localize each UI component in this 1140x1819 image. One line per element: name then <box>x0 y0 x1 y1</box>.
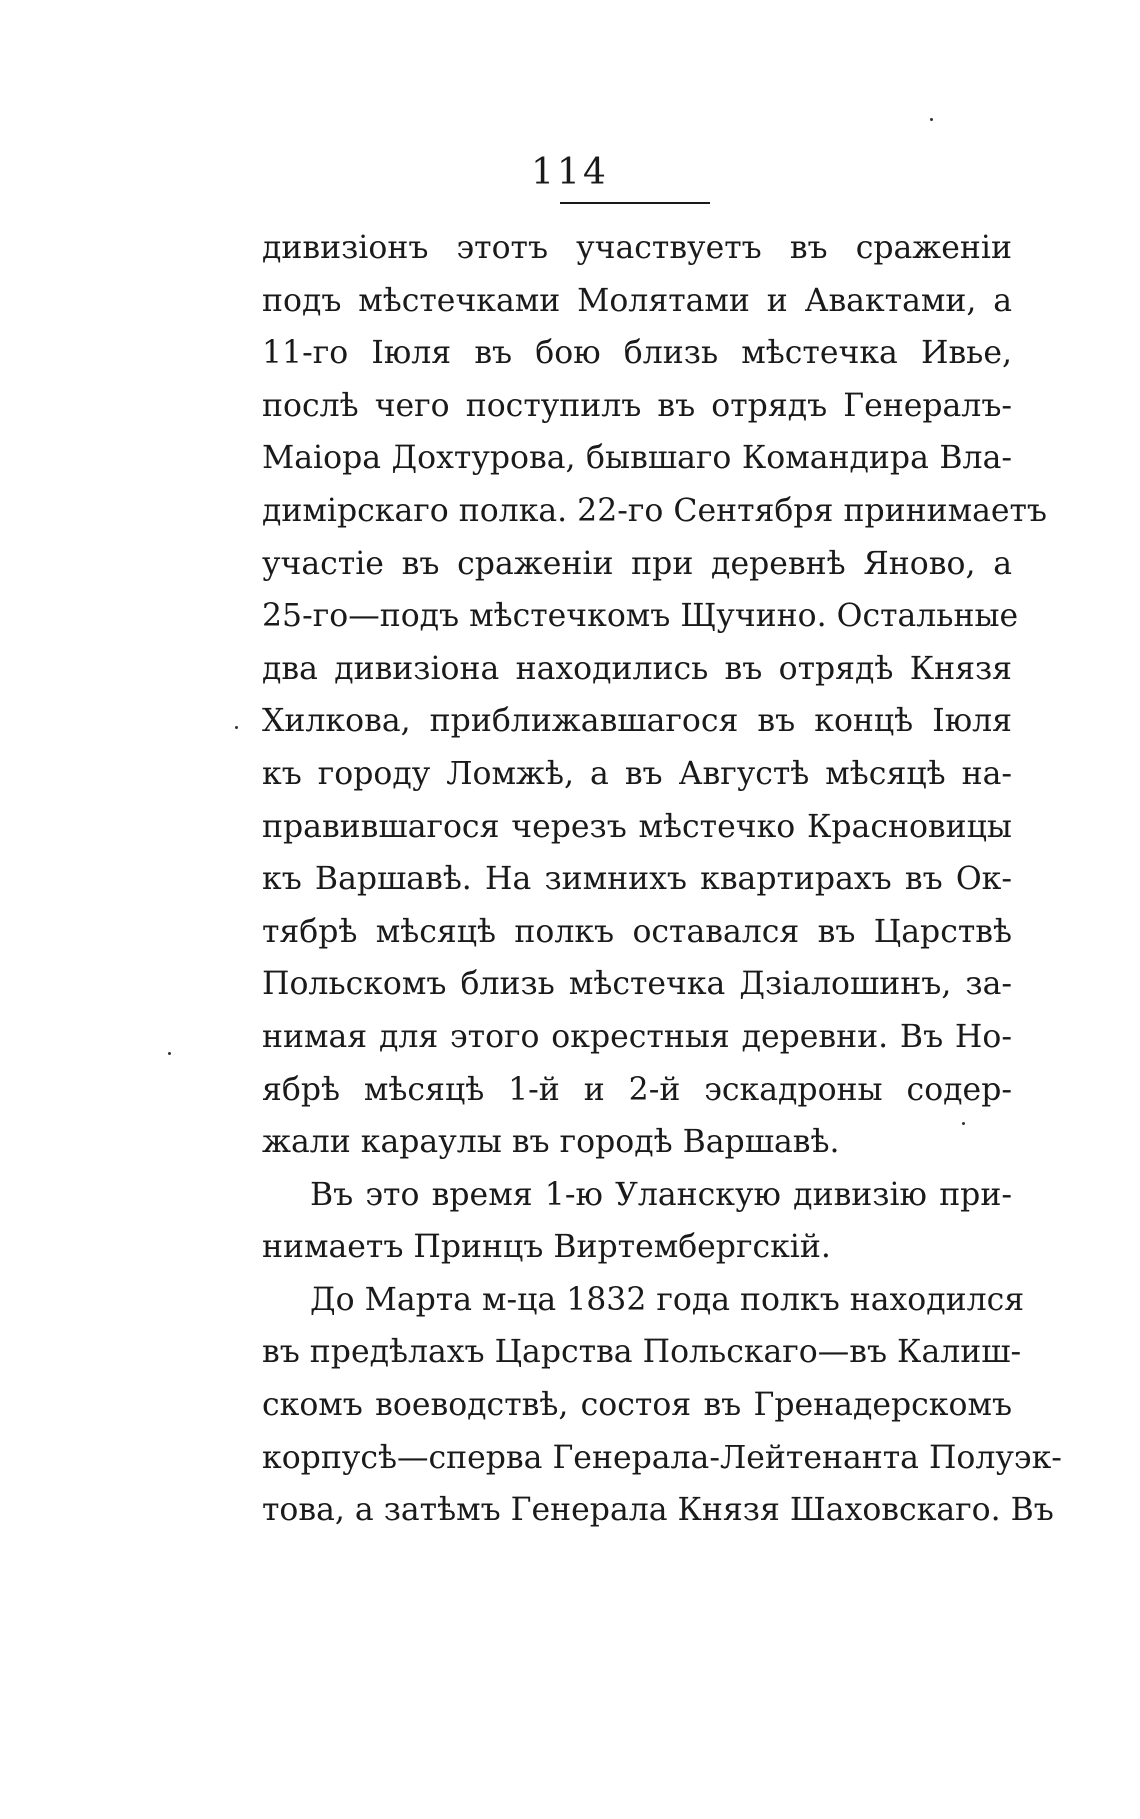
text-line: До Марта м-ца 1832 года полкъ находился <box>310 1281 1025 1318</box>
page-number-rule <box>560 202 710 204</box>
text-line: това, а затѣмъ Генерала Князя Шаховскаго. Въ <box>262 1492 1054 1529</box>
text-line: къ городу Ломжѣ, а въ Августѣ мѣсяцѣ на- <box>262 755 1012 792</box>
page-number: 114 <box>531 152 609 193</box>
text-line: въ предѣлахъ Царства Польскаго—въ Калиш- <box>262 1334 1022 1371</box>
text-line: дивизiонъ этотъ участвуетъ въ сраженiи <box>262 230 1012 266</box>
text-line: димiрскаго полка. 22-го Сентября принимаетъ <box>262 492 1047 529</box>
text-line: нимаетъ Принцъ Виртембергскiй. <box>262 1229 831 1266</box>
text-line: нимая для этого окрестныя деревни. Въ Но- <box>262 1018 1012 1055</box>
text-line: Хилкова, приближавшагося въ концѣ Iюля <box>262 703 1012 740</box>
text-line: жали караулы въ городѣ Варшавѣ. <box>262 1124 840 1161</box>
text-line: 25-го—подъ мѣстечкомъ Щучино. Остальные <box>262 598 1019 635</box>
text-line: Маiора Дохтурова, бывшаго Командира Вла- <box>262 440 1012 477</box>
scan-speck <box>962 1122 965 1125</box>
text-line: Польскомъ близь мѣстечка Дзiалошинъ, за- <box>262 966 1012 1003</box>
text-line: два дивизiона находились въ отрядѣ Князя <box>262 650 1012 687</box>
text-line: корпусѣ—сперва Генерала-Лейтенанта Полуэк- <box>262 1439 1062 1476</box>
text-line: къ Варшавѣ. На зимнихъ квартирахъ въ Ок- <box>262 861 1012 898</box>
text-line: тябрѣ мѣсяцѣ полкъ оставался въ Царствѣ <box>262 913 1012 950</box>
text-line: 11-го Iюля въ бою близь мѣстечка Ивье, <box>262 335 1012 372</box>
text-line: послѣ чего поступилъ въ отрядъ Генералъ- <box>262 387 1012 424</box>
text-line: скомъ воеводствѣ, состоя въ Гренадерскомъ <box>262 1387 1012 1424</box>
scan-speck <box>168 1052 171 1055</box>
scan-speck <box>930 118 933 121</box>
text-line: правившагося черезъ мѣстечко Красновицы <box>262 808 1012 845</box>
text-line: Въ это время 1-ю Уланскую дивизiю при- <box>310 1176 1012 1213</box>
body-text <box>262 222 1062 1537</box>
text-line: ябрѣ мѣсяцѣ 1-й и 2-й эскадроны содер- <box>262 1071 1012 1108</box>
text-line: участiе въ сраженiи при деревнѣ Яново, а <box>262 545 1012 582</box>
text-line: подъ мѣстечками Молятами и Авактами, а <box>262 282 1012 319</box>
scan-speck <box>235 726 238 729</box>
